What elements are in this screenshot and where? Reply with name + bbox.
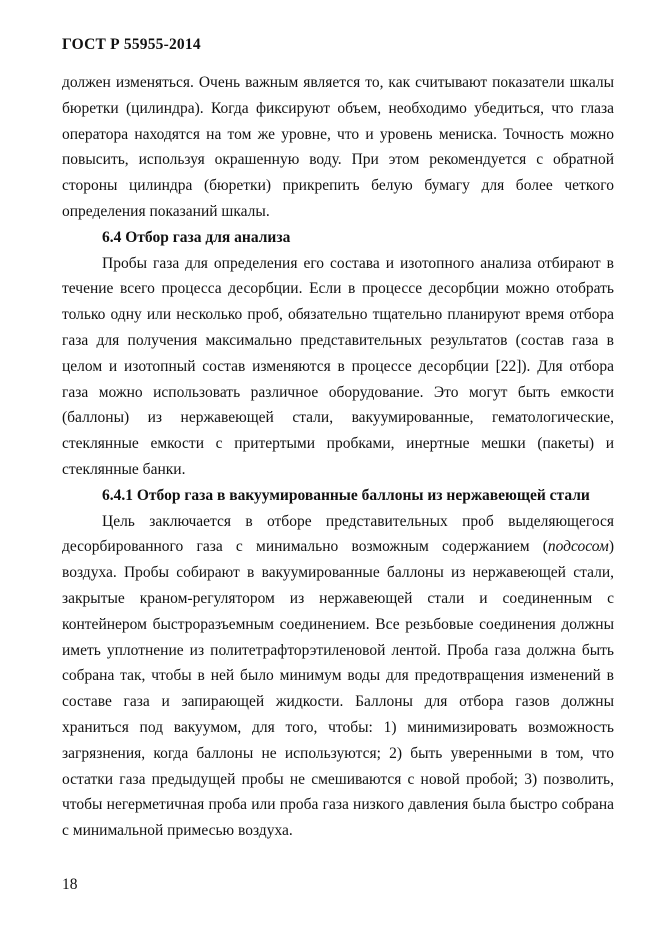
paragraph-vacuum-cylinders <box>62 509 614 844</box>
section-heading-6-4-1: 6.4.1 Отбор газа в вакуумированные баллоны из нержавеющей стали <box>102 486 590 504</box>
page-number: 18 <box>62 876 78 893</box>
italic-term: подсосом <box>547 538 609 556</box>
paragraph-gas-sampling: Пробы газа для определения его состава и изотопного анализа отбирают в течение всего процесса десорбции. Если в процессе десорбции можно отобрать только одну или несколько проб, обязательно тщательно планируют время отбора газа для получения максимально представительных результатов (состав газа в целом и изотопный состав изменяются в процессе десорбции [22]). Для отбора газа можно использовать различное оборудование. Это могут быть емкости (баллоны) из нержавеющей стали, вакуумированные, гематологические, стеклянные емкости с притертыми пробками, инертные мешки (пакеты) и стеклянные банки. <box>62 254 614 478</box>
paragraph-text-end: ) воздуха. Пробы собирают в вакуумированные баллоны из нержавеющей стали, закрытые краном-регулятором из нержавеющей стали и соединенным с контейнером быстроразъемным соединением. Все резьбовые соединения должны иметь уплотнение из политетрафторэтиленовой лентой. Проба газа должна быть собрана так, чтобы в ней было минимум воды для предотвращения изменений в составе газа и запирающей жидкости. Баллоны для отбора газов должны храниться под вакуумом, для того, чтобы: 1) минимизировать возможность загрязнения, когда баллоны не используются; 2) быть уверенными в том, что остатки газа предыдущей пробы не смешиваются с новой пробой; 3) позволить, чтобы негерметичная проба или проба газа низкого давления была быстро собрана с минимальной примесью воздуха. <box>62 538 614 840</box>
paragraph-continuation: должен изменяться. Очень важным является то, как считывают показатели шкалы бюретки (цилиндра). Когда фиксируют объем, необходимо убедиться, что глаза оператора находятся на том же уровне, что и уровень мениска. Точность можно повысить, используя окрашенную воду. При этом рекомендуется с обратной стороны цилиндра (бюретки) прикрепить белую бумагу для более четкого определения показаний шкалы. <box>62 74 614 220</box>
paragraph-text-start: Цель заключается в отборе представительных проб выделяющегося десорбированного газа с минимально возможным содержанием ( <box>62 512 614 556</box>
document-body <box>62 70 614 844</box>
section-heading-6-4: 6.4 Отбор газа для анализа <box>102 228 291 246</box>
document-header: ГОСТ Р 55955-2014 <box>62 36 201 53</box>
